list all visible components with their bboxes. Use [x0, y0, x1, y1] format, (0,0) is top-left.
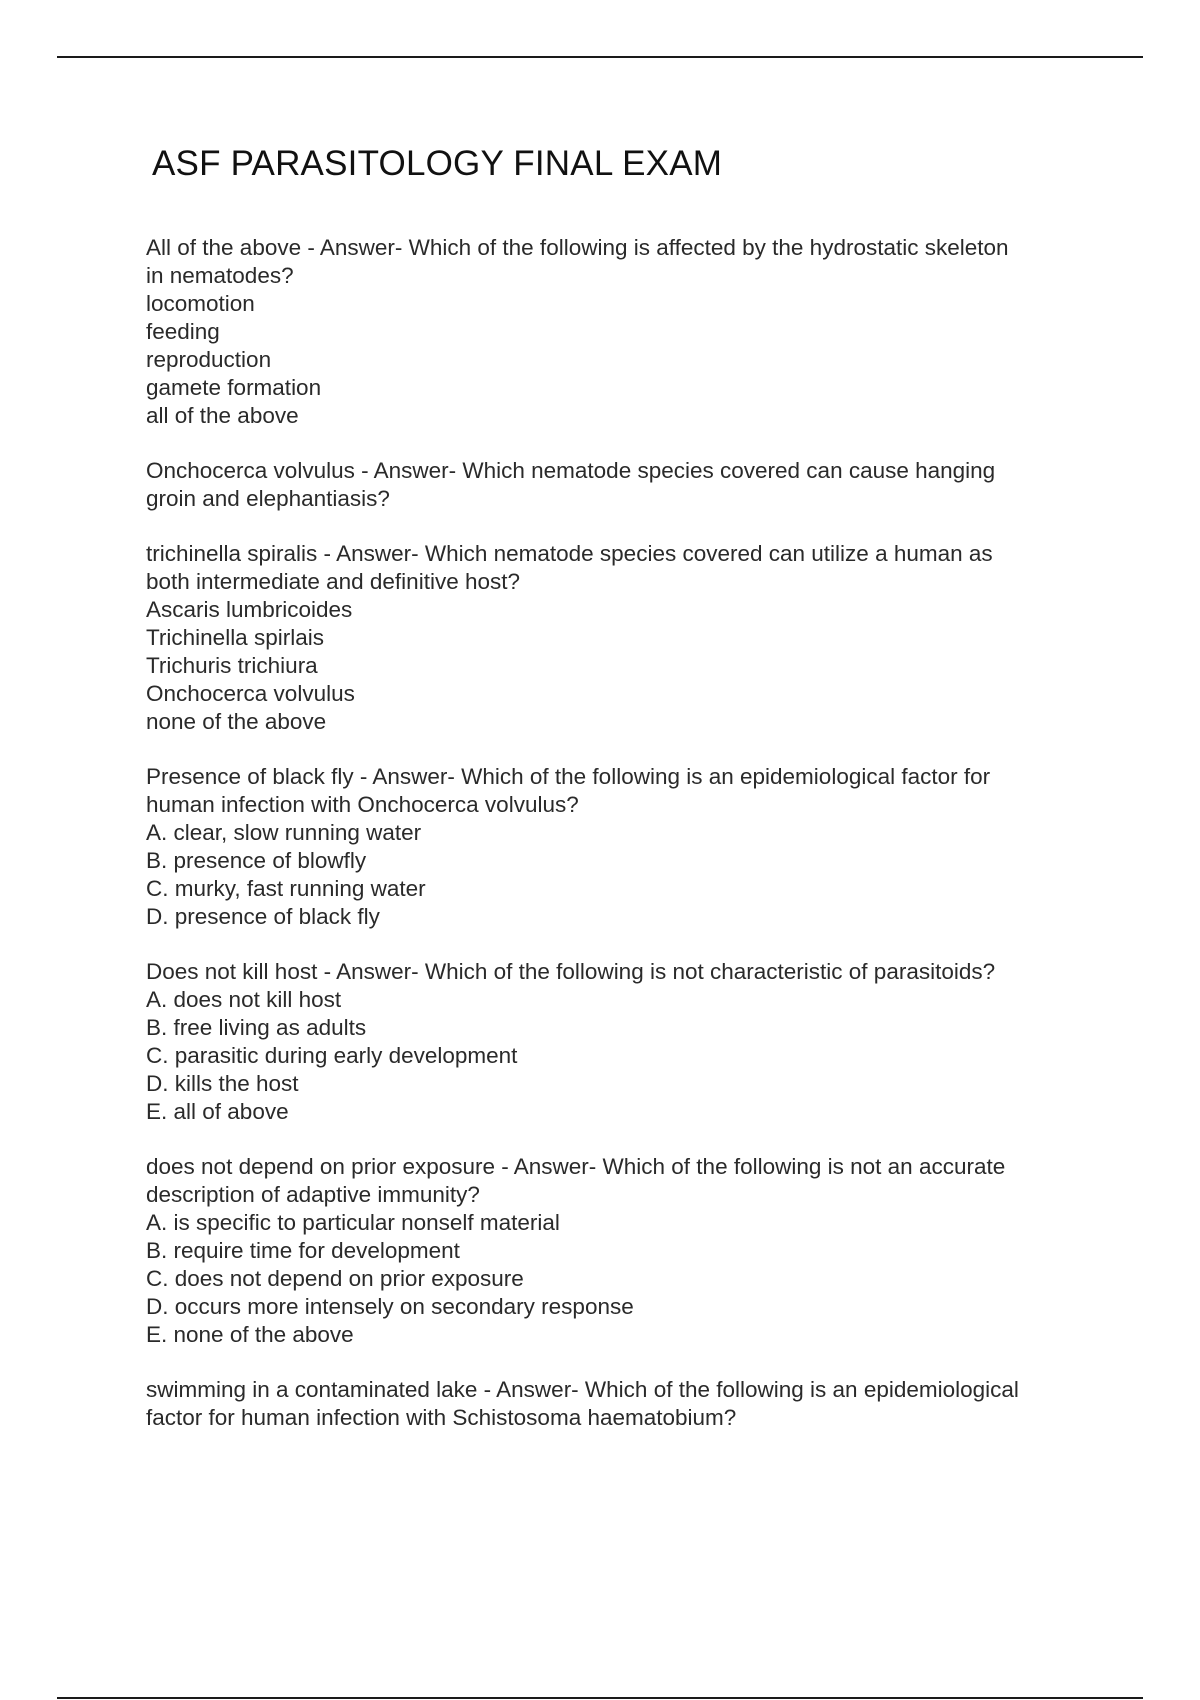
qa-entry	[146, 457, 1106, 513]
answer-option: feeding	[146, 319, 220, 344]
answer-option: A. is specific to particular nonself material	[146, 1210, 560, 1235]
answer-option: all of the above	[146, 403, 299, 428]
answer-option: locomotion	[146, 291, 255, 316]
answer-option: Onchocerca volvulus	[146, 681, 355, 706]
qa-entry	[146, 763, 1106, 931]
question-line: Does not kill host - Answer- Which of the following is not characteristic of parasitoids?	[146, 959, 996, 984]
question-line: factor for human infection with Schistosoma haematobium?	[146, 1405, 737, 1430]
answer-option: D. occurs more intensely on secondary response	[146, 1294, 634, 1319]
answer-option: C. murky, fast running water	[146, 876, 426, 901]
answer-option: A. does not kill host	[146, 987, 342, 1012]
question-line: both intermediate and definitive host?	[146, 569, 520, 594]
answer-option: Ascaris lumbricoides	[146, 597, 353, 622]
question-line: swimming in a contaminated lake - Answer- Which of the following is an epidemiological	[146, 1377, 1019, 1402]
answer-option: D. presence of black fly	[146, 904, 380, 929]
bottom-rule	[57, 1697, 1143, 1699]
answer-option: C. does not depend on prior exposure	[146, 1266, 524, 1291]
qa-entry	[146, 234, 1106, 430]
qa-entry	[146, 958, 1106, 1126]
answer-option: B. require time for development	[146, 1238, 460, 1263]
answer-option: A. clear, slow running water	[146, 820, 422, 845]
answer-option: Trichinella spirlais	[146, 625, 324, 650]
qa-entry	[146, 1376, 1106, 1432]
qa-entry	[146, 1153, 1106, 1349]
answer-option: B. presence of blowfly	[146, 848, 367, 873]
question-line: in nematodes?	[146, 263, 294, 288]
answer-option: none of the above	[146, 709, 327, 734]
question-line: does not depend on prior exposure - Answer- Which of the following is not an accurate	[146, 1154, 1006, 1179]
top-rule	[57, 56, 1143, 58]
answer-option: B. free living as adults	[146, 1015, 367, 1040]
answer-option: E. all of above	[146, 1099, 289, 1124]
answer-option: reproduction	[146, 347, 272, 372]
qa-entry	[146, 540, 1106, 736]
question-line: trichinella spiralis - Answer- Which nematode species covered can utilize a human as	[146, 541, 993, 566]
answer-option: D. kills the host	[146, 1071, 299, 1096]
answer-option: E. none of the above	[146, 1322, 354, 1347]
question-line: description of adaptive immunity?	[146, 1182, 480, 1207]
answer-option: Trichuris trichiura	[146, 653, 318, 678]
qa-list	[146, 234, 1106, 1459]
answer-option: C. parasitic during early development	[146, 1043, 518, 1068]
question-line: groin and elephantiasis?	[146, 486, 390, 511]
answer-option: gamete formation	[146, 375, 322, 400]
question-line: Onchocerca volvulus - Answer- Which nematode species covered can cause hanging	[146, 458, 996, 483]
question-line: Presence of black fly - Answer- Which of the following is an epidemiological factor for	[146, 764, 991, 789]
question-line: human infection with Onchocerca volvulus?	[146, 792, 579, 817]
page-title: ASF PARASITOLOGY FINAL EXAM	[152, 144, 723, 183]
question-line: All of the above - Answer- Which of the following is affected by the hydrostatic skeleton	[146, 235, 1009, 260]
